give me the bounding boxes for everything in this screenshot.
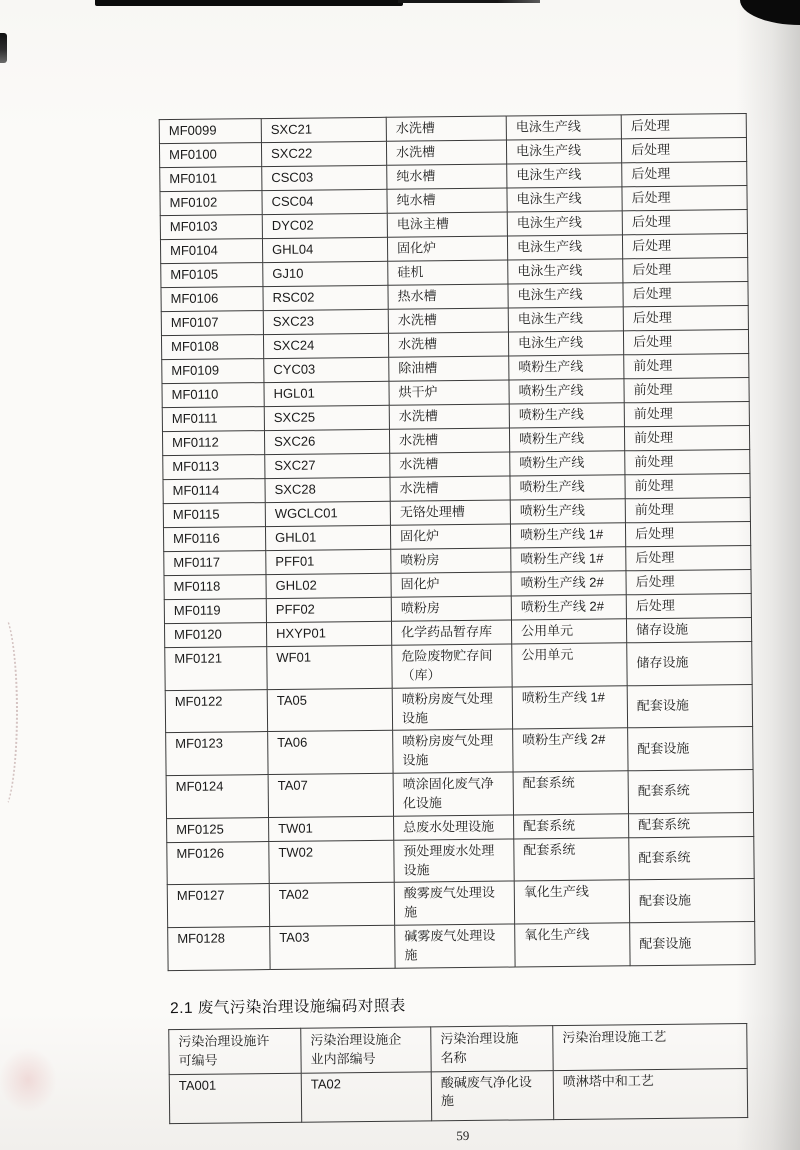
code-cell: DYC02 (262, 213, 387, 238)
id-cell: MF0110 (162, 383, 264, 408)
scan-artifact-pink-smudge (0, 1035, 68, 1125)
name-cell: 水洗槽 (390, 476, 510, 501)
table-row (167, 836, 754, 885)
code-cell: SXC23 (263, 309, 388, 334)
code-cell: WGCLC01 (265, 501, 390, 526)
line-cell: 喷粉生产线 (509, 355, 624, 380)
name-cell: 除油槽 (389, 356, 509, 381)
name-cell: 喷粉房 (391, 596, 511, 621)
code-cell: WF01 (267, 645, 392, 689)
category-cell: 储存设施 (627, 641, 752, 685)
line-cell: 氧化生产线 (514, 880, 629, 924)
line-cell: 配套系统 (513, 771, 628, 815)
name-cell: 喷粉房 (391, 548, 511, 573)
line-cell: 喷粉生产线 1# (512, 685, 627, 729)
id-cell: MF0124 (166, 775, 268, 819)
line-cell: 电泳生产线 (508, 259, 623, 284)
category-cell: 后处理 (623, 330, 748, 355)
name-cell: 化学药品暂存库 (391, 620, 511, 645)
name-cell: 危险废物贮存间（库） (392, 644, 512, 688)
category-cell: 前处理 (625, 474, 750, 499)
category-cell: 后处理 (625, 521, 750, 546)
name-cell: 水洗槽 (386, 140, 506, 165)
code-cell: CYC03 (264, 357, 389, 382)
code-cell: SXC27 (265, 453, 390, 478)
line-cell: 喷粉生产线 2# (513, 728, 628, 772)
permit_id-cell: TA001 (169, 1073, 302, 1123)
id-cell: MF0111 (162, 407, 264, 432)
code-cell: GHL01 (265, 525, 390, 550)
name-cell: 水洗槽 (390, 452, 510, 477)
name-cell: 水洗槽 (388, 332, 508, 357)
code-cell: CSC04 (262, 189, 387, 214)
category-cell: 前处理 (624, 378, 749, 403)
line-cell: 喷粉生产线 1# (510, 523, 625, 548)
id-cell: MF0103 (160, 215, 262, 240)
scan-artifact-top-bar-thin (398, 0, 540, 3)
scan-artifact-top-bar (95, 0, 403, 6)
category-cell: 后处理 (622, 186, 747, 211)
name-cell: 酸雾废气处理设施 (394, 881, 514, 925)
id-cell: MF0106 (161, 287, 263, 312)
treatment-facility-table (168, 1023, 748, 1124)
name-cell: 喷粉房废气处理设施 (393, 729, 513, 773)
line-cell: 喷粉生产线 (509, 379, 624, 404)
code-cell: TA06 (268, 731, 393, 775)
name-cell: 酸碱废气净化设施 (431, 1070, 554, 1120)
code-cell: SXC24 (263, 333, 388, 358)
category-cell: 配套系统 (628, 770, 753, 814)
equipment-table-body (159, 114, 755, 971)
category-cell: 配套设施 (628, 727, 753, 771)
code-cell: SXC22 (261, 141, 386, 166)
header-cell-internal_id: 污染治理设施企业内部编号 (301, 1027, 431, 1073)
name-cell: 电泳主槽 (387, 212, 507, 237)
table-row (165, 684, 752, 733)
name-cell: 碱雾废气处理设施 (395, 924, 515, 968)
id-cell: MF0102 (160, 191, 262, 216)
line-cell: 喷粉生产线 (510, 451, 625, 476)
code-cell: HXYP01 (266, 621, 391, 646)
section-heading: 2.1 废气污染治理设施编码对照表 (169, 997, 406, 1017)
code-cell: RSC02 (263, 285, 388, 310)
name-cell: 烘干炉 (389, 380, 509, 405)
id-cell: MF0119 (164, 599, 266, 624)
name-cell: 喷粉房废气处理设施 (392, 687, 512, 731)
equipment-coding-table (159, 113, 756, 971)
table-row (169, 1068, 747, 1123)
table-row (167, 879, 754, 928)
name-cell: 固化炉 (391, 572, 511, 597)
id-cell: MF0109 (162, 359, 264, 384)
header-cell-process: 污染治理设施工艺 (553, 1023, 747, 1070)
code-cell: TA03 (270, 925, 395, 969)
id-cell: MF0127 (167, 884, 269, 928)
line-cell: 喷粉生产线 1# (511, 547, 626, 572)
code-cell: SXC21 (261, 117, 386, 142)
name-cell: 纯水槽 (387, 188, 507, 213)
id-cell: MF0115 (163, 503, 265, 528)
line-cell: 电泳生产线 (507, 163, 622, 188)
code-cell: SXC26 (264, 429, 389, 454)
code-cell: GHL04 (262, 237, 387, 262)
name-cell: 水洗槽 (388, 308, 508, 333)
id-cell: MF0114 (163, 479, 265, 504)
id-cell: MF0099 (159, 119, 261, 144)
category-cell: 后处理 (626, 569, 751, 594)
code-cell: TA05 (267, 688, 392, 732)
code-cell: SXC28 (265, 477, 390, 502)
category-cell: 后处理 (623, 306, 748, 331)
id-cell: MF0101 (160, 167, 262, 192)
name-cell: 无铬处理槽 (390, 500, 510, 525)
line-cell: 电泳生产线 (507, 235, 622, 260)
name-cell: 水洗槽 (389, 404, 509, 429)
id-cell: MF0128 (168, 927, 270, 971)
line-cell: 喷粉生产线 2# (511, 595, 626, 620)
internal_id-cell: TA02 (301, 1071, 432, 1121)
header-cell-permit_id: 污染治理设施许可编号 (169, 1028, 301, 1074)
line-cell: 电泳生产线 (506, 115, 621, 140)
category-cell: 后处理 (622, 162, 747, 187)
process-cell: 喷淋塔中和工艺 (553, 1068, 748, 1119)
code-cell: CSC03 (262, 165, 387, 190)
category-cell: 前处理 (624, 402, 749, 427)
category-cell: 后处理 (622, 234, 747, 259)
id-cell: MF0118 (164, 575, 266, 600)
code-cell: SXC25 (264, 405, 389, 430)
line-cell: 喷粉生产线 2# (511, 571, 626, 596)
id-cell: MF0123 (166, 732, 268, 776)
category-cell: 后处理 (623, 258, 748, 283)
category-cell: 配套系统 (629, 812, 754, 837)
name-cell: 喷涂固化废气净化设施 (393, 772, 513, 816)
category-cell: 后处理 (622, 210, 747, 235)
scan-artifact-arc-smudge (0, 612, 18, 812)
code-cell: HGL01 (264, 381, 389, 406)
table-row (165, 641, 752, 690)
category-cell: 前处理 (625, 498, 750, 523)
category-cell: 后处理 (621, 138, 746, 163)
line-cell: 电泳生产线 (508, 283, 623, 308)
category-cell: 前处理 (625, 450, 750, 475)
line-cell: 电泳生产线 (507, 211, 622, 236)
table-row (166, 727, 753, 776)
name-cell: 水洗槽 (386, 116, 506, 141)
line-cell: 电泳生产线 (507, 187, 622, 212)
line-cell: 喷粉生产线 (509, 403, 624, 428)
line-cell: 喷粉生产线 (509, 427, 624, 452)
line-cell: 喷粉生产线 (510, 475, 625, 500)
line-cell: 配套系统 (514, 814, 629, 839)
id-cell: MF0121 (165, 647, 267, 691)
treatment-table-header-row (169, 1023, 747, 1074)
treatment-table-body (169, 1068, 747, 1123)
name-cell: 热水槽 (388, 284, 508, 309)
id-cell: MF0120 (164, 623, 266, 648)
id-cell: MF0122 (165, 689, 267, 733)
category-cell: 后处理 (626, 593, 751, 618)
id-cell: MF0126 (167, 841, 269, 885)
line-cell: 配套系统 (514, 838, 629, 882)
id-cell: MF0108 (161, 335, 263, 360)
name-cell: 预处理废水处理设施 (394, 839, 514, 883)
scan-artifact-left-mark (0, 33, 7, 63)
code-cell: GHL02 (266, 573, 391, 598)
table-row (166, 770, 753, 819)
document-content (159, 113, 757, 1147)
page-number: 59 (456, 1127, 470, 1143)
id-cell: MF0100 (159, 143, 261, 168)
category-cell: 后处理 (621, 114, 746, 139)
category-cell: 配套设施 (627, 684, 752, 728)
category-cell: 前处理 (624, 426, 749, 451)
name-cell: 水洗槽 (389, 428, 509, 453)
table-row (168, 922, 755, 971)
name-cell: 纯水槽 (387, 164, 507, 189)
id-cell: MF0107 (161, 311, 263, 336)
code-cell: PFF02 (266, 597, 391, 622)
id-cell: MF0113 (163, 455, 265, 480)
line-cell: 公用单元 (511, 619, 626, 644)
category-cell: 配套系统 (629, 836, 754, 880)
category-cell: 后处理 (626, 545, 751, 570)
id-cell: MF0105 (161, 263, 263, 288)
id-cell: MF0117 (164, 551, 266, 576)
line-cell: 氧化生产线 (515, 923, 630, 967)
scan-artifact-corner-wedge (740, 0, 800, 25)
code-cell: GJ10 (263, 261, 388, 286)
line-cell: 电泳生产线 (508, 331, 623, 356)
id-cell: MF0112 (162, 431, 264, 456)
name-cell: 固化炉 (390, 524, 510, 549)
category-cell: 前处理 (624, 354, 749, 379)
code-cell: TA07 (268, 773, 393, 817)
header-cell-name: 污染治理设施名称 (431, 1025, 553, 1071)
name-cell: 总废水处理设施 (394, 815, 514, 840)
category-cell: 储存设施 (626, 617, 751, 642)
name-cell: 固化炉 (387, 236, 507, 261)
code-cell: PFF01 (266, 549, 391, 574)
name-cell: 硅机 (388, 260, 508, 285)
line-cell: 电泳生产线 (506, 139, 621, 164)
code-cell: TA02 (269, 883, 394, 927)
id-cell: MF0116 (163, 527, 265, 552)
line-cell: 公用单元 (512, 643, 627, 687)
line-cell: 电泳生产线 (508, 307, 623, 332)
id-cell: MF0104 (160, 239, 262, 264)
line-cell: 喷粉生产线 (510, 499, 625, 524)
code-cell: TW02 (269, 840, 394, 884)
category-cell: 后处理 (623, 282, 748, 307)
category-cell: 配套设施 (630, 922, 755, 966)
id-cell: MF0125 (167, 817, 269, 842)
code-cell: TW01 (269, 816, 394, 841)
category-cell: 配套设施 (629, 879, 754, 923)
